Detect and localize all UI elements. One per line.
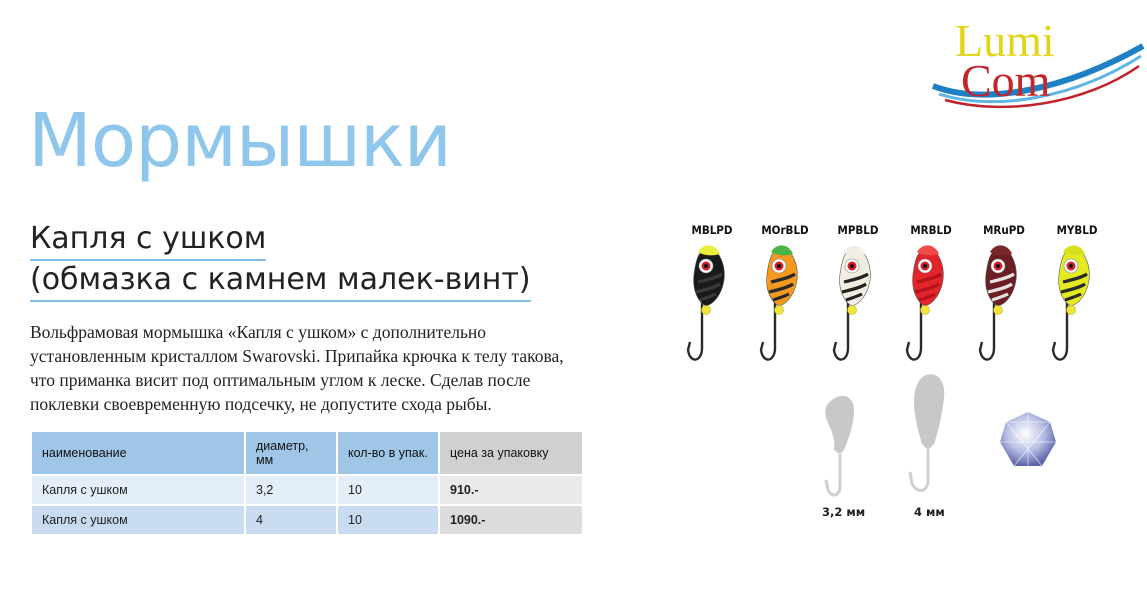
lure-image-morbld: [757, 240, 813, 364]
table-row: [32, 506, 582, 534]
table-header-row: [32, 432, 582, 474]
cell-name: Капля с ушком: [32, 476, 244, 504]
size-label-4mm: 4 мм: [914, 505, 945, 519]
lure-code-6: MYBLD: [1056, 223, 1098, 237]
logo-text-lumi: Lumi: [955, 15, 1055, 66]
jig-silhouette-4mm: [898, 372, 962, 500]
cell-price: 1090.-: [440, 506, 582, 534]
lure-code-1: MBLPD: [691, 223, 733, 237]
cell-quantity: 10: [338, 476, 438, 504]
lumicom-logo: [925, 8, 1145, 118]
size-label-3-2mm: 3,2 мм: [822, 505, 866, 519]
header-name: наименование: [32, 432, 244, 474]
cell-diameter: 4: [246, 506, 336, 534]
lure-code-3: MPBLD: [837, 223, 879, 237]
swarovski-crystal-image: [998, 408, 1058, 474]
header-price: цена за упаковку: [440, 432, 582, 474]
page-title: Мормышки: [28, 98, 451, 184]
lure-image-mblpd: [684, 240, 740, 364]
lure-code-5: MRuPD: [983, 223, 1025, 237]
logo-text-com: Com: [961, 55, 1051, 106]
lure-image-mybld: [1049, 240, 1105, 364]
subtitle-line-2: (обмазка с камнем малек-винт): [30, 261, 531, 302]
header-diameter: диаметр, мм: [246, 432, 336, 474]
lure-code-2: MOrBLD: [761, 223, 809, 237]
price-table: [30, 430, 584, 536]
product-description: Вольфрамовая мормышка «Капля с ушком» с дополнительно установленным кристаллом Swarovski. Припайка крючка к телу такова, что приманка висит под оптимальным углом к леске. Сделав после поклевки своевременную подсечку, не допустите схода рыбы.: [30, 322, 564, 414]
lure-image-mrbld: [903, 240, 959, 364]
header-quantity: кол-во в упак.: [338, 432, 438, 474]
jig-silhouette-3-2mm: [812, 392, 872, 504]
subtitle-line-1: Капля с ушком: [30, 220, 266, 261]
cell-name: Капля с ушком: [32, 506, 244, 534]
cell-quantity: 10: [338, 506, 438, 534]
product-subtitle: [30, 220, 531, 302]
lure-image-mpbld: [830, 240, 886, 364]
table-row: [32, 476, 582, 504]
cell-price: 910.-: [440, 476, 582, 504]
lure-code-4: MRBLD: [910, 223, 952, 237]
cell-diameter: 3,2: [246, 476, 336, 504]
lure-image-mrupd: [976, 240, 1032, 364]
